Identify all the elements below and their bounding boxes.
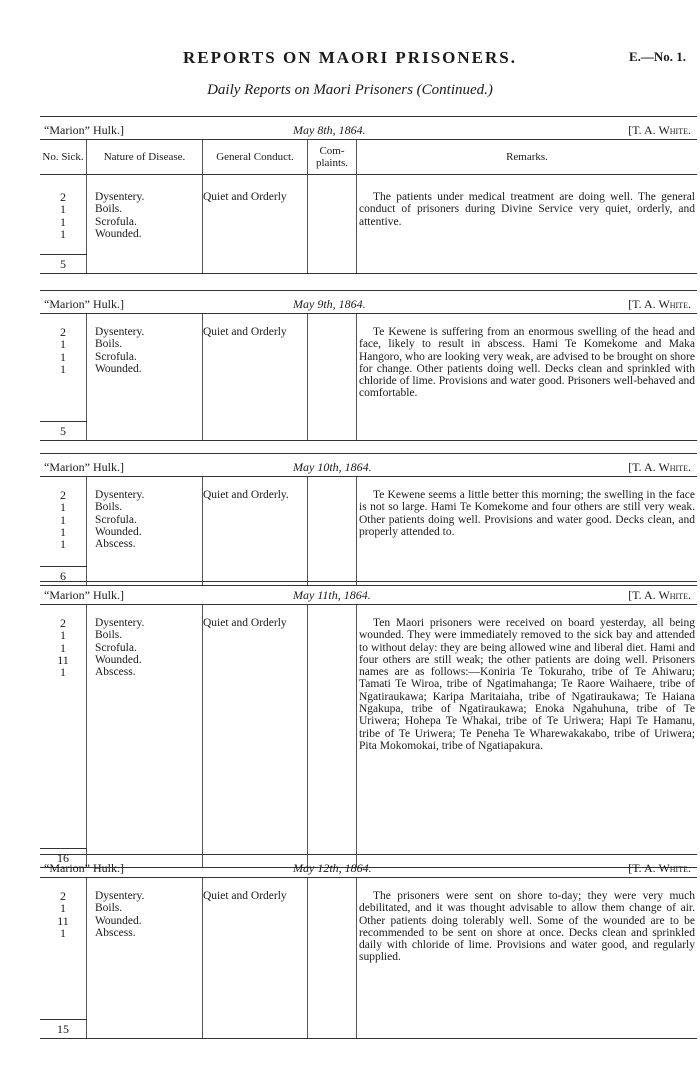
disease-name: Abscess. (95, 538, 136, 551)
report-header (40, 290, 697, 313)
general-conduct: Quiet and Orderly (203, 326, 287, 338)
disease-name: Scrofula. (95, 513, 137, 526)
report-body (40, 175, 697, 274)
sick-count: 2 (60, 190, 66, 204)
total-sick: 15 (57, 1022, 69, 1036)
col-disease: Nature of Disease. (103, 151, 186, 163)
total-rule (40, 421, 87, 422)
report-header (40, 453, 697, 476)
total-rule (40, 1019, 87, 1020)
disease-name: Scrofula. (95, 215, 137, 228)
sick-count: 1 (60, 524, 66, 539)
remarks-text: Te Kewene is suffering from an enormous swelling of the head and face, likely to result in abscess. Hami Te Komekome and Maka Hangoro, who are looking very weak, are advised to be brought on shore for change. Other patients doing well. Decks clean and sprinkled with chloride of lime. Provisions and water good. Prisoners well-behaved and comfortable. (359, 326, 695, 400)
disease-name: Dysentery. (95, 326, 145, 338)
disease-name: Abscess. (95, 666, 136, 679)
disease-name: Wounded. (95, 362, 142, 375)
total-rule (40, 566, 87, 567)
report-author: [T. A. White. (628, 123, 691, 137)
total-sick: 5 (60, 257, 66, 271)
sick-count: 2 (60, 325, 66, 339)
disease-name: Boils. (95, 902, 123, 915)
general-conduct: Quiet and Orderly (203, 890, 287, 902)
daily-report (40, 116, 697, 274)
sick-count: 1 (60, 901, 66, 916)
report-date: May 9th, 1864. (293, 297, 366, 311)
total-rule (40, 848, 87, 849)
report-body (40, 313, 697, 441)
report-date: May 11th, 1864. (293, 588, 371, 602)
general-conduct: Quiet and Orderly (203, 617, 287, 629)
col-remarks: Remarks. (506, 151, 548, 163)
disease-name: Wounded. (95, 653, 142, 666)
disease-name: Abscess. (95, 926, 136, 939)
total-sick: 5 (60, 424, 66, 438)
col-no-sick: No. Sick. (42, 151, 84, 163)
report-date: May 10th, 1864. (293, 460, 372, 474)
sick-count-list (40, 617, 86, 678)
report-author: [T. A. White. (628, 588, 691, 602)
disease-name: Boils. (95, 501, 123, 514)
ship-name: “Marion” Hulk.] (44, 297, 124, 311)
sick-count: 11 (57, 913, 69, 928)
total-sick: 6 (60, 569, 66, 583)
disease-name: Dysentery. (95, 890, 145, 902)
remarks-text: The patients under medical treatment are doing well. The general conduct of prisoners during Divine Service very quiet, orderly, and attentive. (359, 191, 695, 228)
disease-list (95, 326, 205, 375)
remarks-text: Te Kewene seems a little better this morning; the swelling in the face is not so large. Hami Te Komekome and four others are still very weak. Other patients doing well. Provisions and water good. Decks clean, and properly attended to. (359, 489, 695, 538)
daily-report (40, 854, 697, 1039)
report-header (40, 116, 697, 139)
sick-count: 1 (60, 665, 66, 680)
daily-report (40, 290, 697, 441)
general-conduct: Quiet and Orderly. (203, 489, 289, 501)
sick-count: 11 (57, 652, 69, 667)
disease-name: Boils. (95, 629, 123, 642)
sick-count: 2 (60, 889, 66, 903)
disease-name: Dysentery. (95, 191, 145, 203)
disease-list (95, 489, 205, 550)
col-complaints: Com-plaints. (315, 145, 349, 169)
sick-count: 1 (60, 628, 66, 643)
sick-count-list (40, 326, 86, 375)
remarks-text: The prisoners were sent on shore to-day; they were very much debilitated, and it was thought advisable to allow them change of air. Other patients doing tolerably well. Some of the wounded are to be recommended to be sent on shore at once. Decks clean and sprinkled daily with chloride of lime. Provisions and water good, and regularly supplied. (359, 890, 695, 964)
sick-count: 1 (60, 226, 66, 241)
sick-count: 1 (60, 349, 66, 364)
disease-name: Dysentery. (95, 617, 145, 629)
sick-count-list (40, 191, 86, 240)
col-conduct: General Conduct. (216, 151, 294, 163)
sick-count: 2 (60, 488, 66, 502)
disease-name: Boils. (95, 203, 123, 216)
report-author: [T. A. White. (628, 861, 691, 875)
ship-name: “Marion” Hulk.] (44, 123, 124, 137)
report-header (40, 581, 697, 604)
ship-name: “Marion” Hulk.] (44, 861, 124, 875)
page-subtitle: Daily Reports on Maori Prisoners (Continued.) (207, 82, 493, 98)
general-conduct: Quiet and Orderly (203, 191, 287, 203)
report-body (40, 604, 697, 868)
daily-report (40, 581, 697, 868)
report-body (40, 877, 697, 1039)
document-id: E.—No. 1. (628, 49, 686, 64)
sick-count: 1 (60, 361, 66, 376)
disease-name: Boils. (95, 338, 123, 351)
disease-list (95, 890, 205, 939)
remarks-text: Ten Maori prisoners were received on board yesterday, all being wounded. They were immediately removed to the sick bay and attended to without delay: they are being allowed wine and liberal diet. Hami and four others are still weak; the other patients are doing well. Prisoners names are as follows:—Koniria Te Tokuraho, tribe of Te Ahiwaru; Tamati Te Wiroa, tribe of Ngatimahanga; Te Raore Waihaere, tribe of Ngatiraukawa; Karipa Maritaiaha, tribe of Ngatiraukawa; Te Haiana Ngakupa, tribe of Ngatiraukawa; Enoka Ngahuhuna, tribe of Te Uriwera; Hohepa Te Whakai, tribe of Te Uriwera; Hapi Te Hamanu, tribe of Te Uriwera; Te Peneha Te Wharewakakabo, tribe of Uriwera; Pita Mokomokai, tribe of Ngatiapakura. (359, 617, 695, 752)
report-header (40, 854, 697, 877)
disease-name: Wounded. (95, 525, 142, 538)
ship-name: “Marion” Hulk.] (44, 588, 124, 602)
report-body (40, 476, 697, 586)
report-author: [T. A. White. (628, 297, 691, 311)
disease-name: Wounded. (95, 914, 142, 927)
report-date: May 8th, 1864. (293, 123, 366, 137)
disease-name: Wounded. (95, 227, 142, 240)
disease-name: Scrofula. (95, 641, 137, 654)
disease-name: Dysentery. (95, 489, 145, 501)
sick-count: 1 (60, 337, 66, 352)
sick-count: 1 (60, 202, 66, 217)
report-author: [T. A. White. (628, 460, 691, 474)
sick-count: 1 (60, 500, 66, 515)
sick-count: 2 (60, 616, 66, 630)
sick-count: 1 (60, 214, 66, 229)
daily-report (40, 453, 697, 586)
sick-count: 1 (60, 925, 66, 940)
total-rule (40, 254, 87, 255)
sick-count: 1 (60, 640, 66, 655)
disease-list (95, 617, 205, 678)
page-title: REPORTS ON MAORI PRISONERS. (183, 48, 517, 67)
sick-count-list (40, 890, 86, 939)
disease-list (95, 191, 205, 240)
sick-count: 1 (60, 512, 66, 527)
total-sick: 16 (57, 851, 69, 865)
report-date: May 12th, 1864. (293, 861, 372, 875)
column-header-row (40, 139, 697, 175)
sick-count: 1 (60, 537, 66, 552)
ship-name: “Marion” Hulk.] (44, 460, 124, 474)
disease-name: Scrofula. (95, 350, 137, 363)
sick-count-list (40, 489, 86, 550)
